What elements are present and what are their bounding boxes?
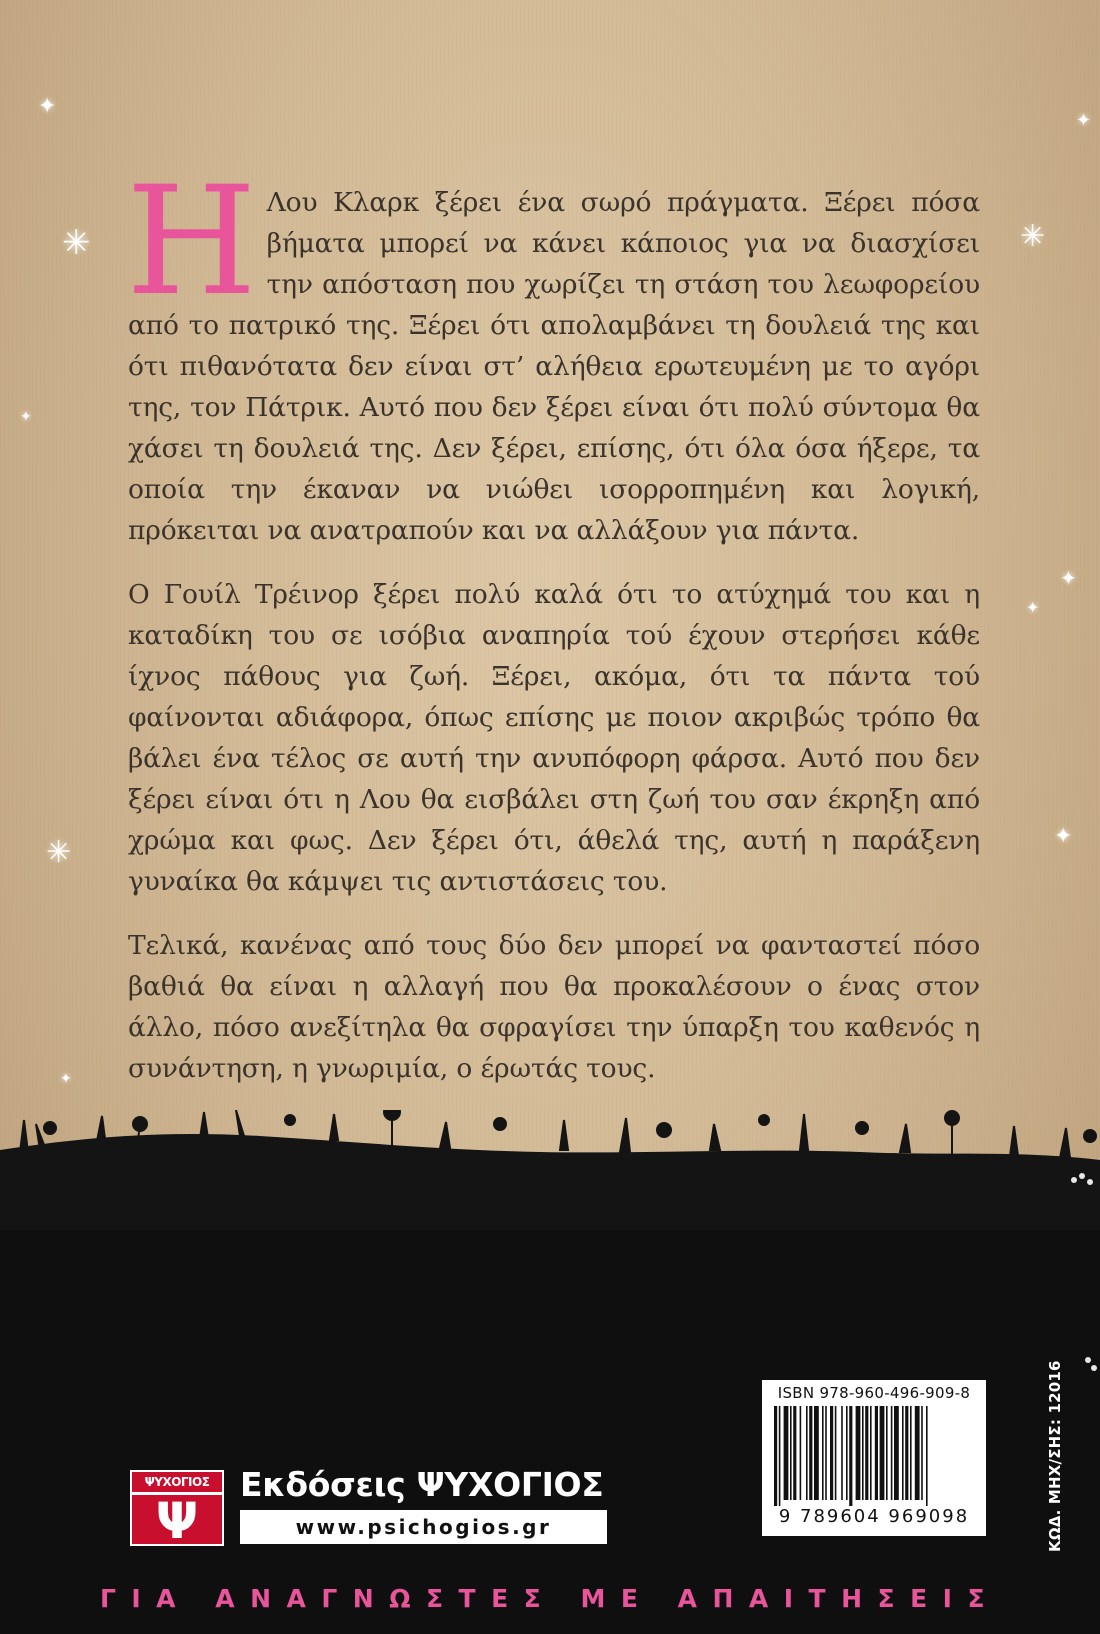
sparkle-star-icon: ✳ [46,835,72,870]
sparkle-star-icon: ✦ [60,1071,72,1087]
isbn-barcode [762,1380,986,1536]
sparkle-star-icon: ✦ [1076,110,1092,131]
sparkle-star-icon: ✳ [1020,219,1046,254]
blurb-paragraph-1 [126,155,980,551]
drop-cap: Η [126,155,257,329]
sparkle-star-icon: ✦ [1026,598,1040,617]
publisher-logo-label: ΨΥΧΟΓΙΟΣ [132,1472,222,1492]
isbn-label: ISBN 978-960-496-909-8 [777,1384,971,1402]
barcode-icon [772,1406,976,1506]
blurb-paragraph-1-text: Λου Κλαρκ ξέρει ένα σωρό πράγματα. Ξέρει πόσα βήματα μπορεί να κάνει κάποιος για να διασχίσει την απόσταση που χωρίζει τη στάση του λεωφορείου από το πατρικό της. Ξέρει ότι απολαμβάνει τη δουλειά της και ότι πιθανότατα δεν είναι στ’ αλήθεια ερωτευμένη με το αγόρι της, τον Πάτρικ. Αυτό που δεν ξέρει είναι ότι πολύ σύντομα θα χάσει τη δουλειά της. Δεν ξέρει, επίσης, ότι όλα όσα ήξερε, τα οποία την έκαναν να νιώθει ισορροπημένη και λογική, πρόκειται να ανατραπούν και να αλλάξουν για πάντα. [128,187,980,546]
blurb-paragraph-3: Τελικά, κανένας από τους δύο δεν μπορεί να φανταστεί πόσο βαθιά θα είναι η αλλαγή που θα προκαλέσουν ο ένας στον άλλο, πόσο ανεξίτηλα θα σφραγίσει την ύπαρξη του καθενός η συνάντηση, η γνωριμία, ο έρωτάς τους. [128,930,980,1084]
psi-logo-icon: Ψ [132,1492,222,1544]
sparkle-star-icon: ✦ [20,409,32,425]
product-code-label: ΚΩΔ. ΜΗΧ/ΣΗΣ: 12016 [1046,1360,1064,1552]
grass-silhouette [0,1110,1100,1634]
publisher-name: Εκδόσεις ΨΥΧΟΓΙΟΣ [240,1465,604,1504]
publisher-block [130,1465,630,1550]
blurb-paragraph-2: Ο Γουίλ Τρέινορ ξέρει πολύ καλά ότι το ατύχημά του και η καταδίκη του σε ισόβια αναπηρία τού έχουν στερήσει κάθε ίχνος πάθους για ζωή. Ξέρει, ακόμα, ότι τα πάντα τού φαίνονται αδιάφορα, όπως επίσης με ποιον ακριβώς τρόπο θα βάλει ένα τέλος σε αυτή την ανυπόφορη φάρσα. Αυτό που δεν ξέρει είναι ότι η Λου θα εισβάλει στη ζωή του σαν έκρηξη από χρώμα και φως. Δεν ξέρει ότι, άθελά της, αυτή η παράξενη γυναίκα θα κάμψει τις αντιστάσεις του. [128,579,980,897]
publisher-url: www.psichogios.gr [240,1510,607,1544]
sparkle-star-icon: ✳ [62,223,91,263]
sparkle-star-icon: ✦ [1060,566,1077,590]
sparkle-star-icon: ✦ [38,94,57,119]
publisher-logo [130,1470,224,1550]
series-tagline: ΓΙΑ ΑΝΑΓΝΩΣΤΕΣ ΜΕ ΑΠΑΙΤΗΣΕΙΣ [99,1584,1001,1613]
sparkle-star-icon: ✦ [1054,824,1073,849]
back-cover-blurb [126,155,980,1112]
barcode-digits: 9 789604 969098 [778,1506,970,1527]
